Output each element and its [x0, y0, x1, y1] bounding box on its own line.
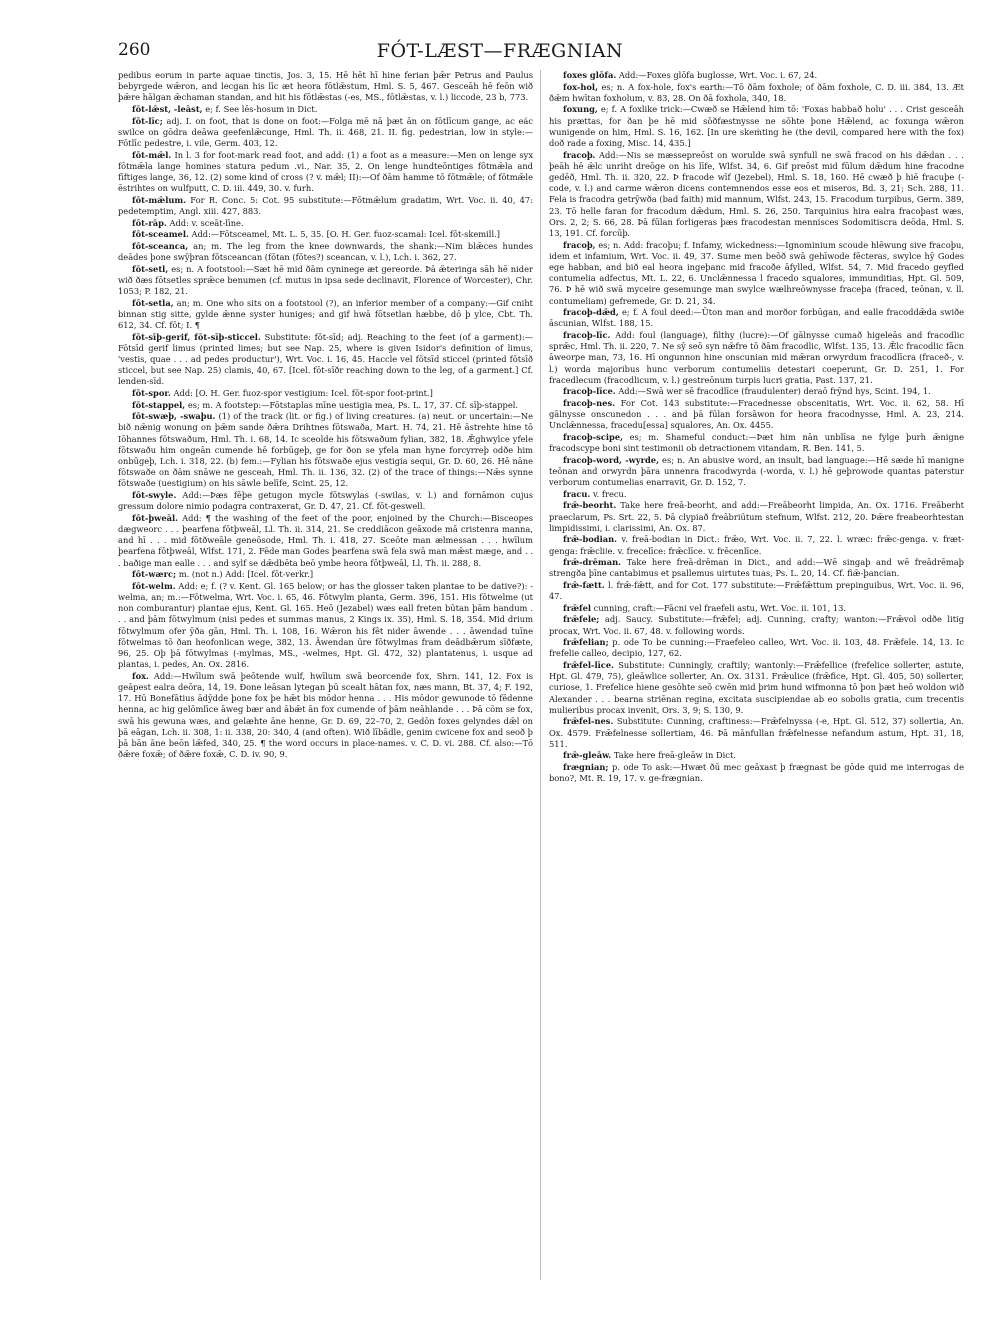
dictionary-entry: [118, 241, 533, 263]
entry-text: For Cot. 143 substitute:—Fracednesse obscenitatis, Wrt. Voc. ii. 62, 58. Hī gālnysse onscunedon . . . and þā fūlan forsāwon for heora fracodnysse, Hml. A. 23, 214. Unclǣnnessa, fracedu[essa] squalores, An. Ox. 4455.: [549, 398, 964, 431]
entry-headword: frǣfel: [563, 602, 592, 613]
dictionary-entry: [549, 762, 964, 784]
entry-headword: foxung,: [563, 104, 598, 115]
dictionary-entry: [118, 104, 533, 115]
dictionary-entry: [549, 455, 964, 489]
dictionary-entry: [118, 671, 533, 761]
dictionary-entry: [549, 150, 964, 240]
entry-headword: fōt-welm.: [132, 580, 176, 591]
entry-text: es; m. A footstep:—Fōtstaplas mīne uestigia mea, Ps. L. 17, 37. Cf. sīþ-stappel.: [187, 399, 519, 410]
dictionary-entry: [118, 229, 533, 240]
entry-text: an; m. The leg from the knee downwards, the shank:—Nim blǣces hundes deādes þone swȳþran fōtsceancan (fōtan (fōtes?) sceancan, v. l.), Lch. i. 362, 27.: [118, 240, 533, 262]
entry-text: p. ode To be cunning:—Fraefeleo calleo, Wrt. Voc. ii. 103, 48. Frǣfele. 14, 13. Ic frefelie calleo, decipio, 127, 62.: [549, 637, 964, 659]
dictionary-entry: [549, 557, 964, 579]
dictionary-entry: [549, 580, 964, 602]
entry-headword: foxes glōfa.: [563, 70, 617, 80]
entry-text: es; n. A footstool:—Sæt hē mid ðām cyninege æt gereorde. Þā ǣteringa sāh hē nider wið ðæs fōtsetles sprǣce benumen (cf. mutus in ipsa sede declinavit, Florence of Worcester), Chr. 1053; P. 182, 21.: [118, 263, 533, 296]
dictionary-entry: [549, 386, 964, 397]
dictionary-entry: [118, 569, 533, 580]
entry-text: es; n. An abusive word, an insult, bad language:—Hē sæde hī manigne teōnan and orwyrdn þāra unnenra fracodwyrda (-worda, v. l.) hē geþrowode quantas paterstur verborum contumelias enarravit, Gr. D. 152, 7.: [549, 454, 964, 488]
entry-text: Add: e; f. (? v. Kent. Gl. 165 below; or has the glosser taken plantae to be dative?): -welma, an; m.:—Fōtwelma, Wrt. Voc. i. 65, 46. Fōtwylm planta, Germ. 396, 151. His fōtwelme (ut non comburantur) plantae ejus, Kent. Gl. 165. Heō (Jezabel) wæs eall freten būtan þām handum . . . and þām fōtwylmum (nisi pedes et summas manus, 2 Kings ix. 35), Hml. S. 18, 354. Mid drium fōtwylmum ofer ȳða gān, Hml. Th. i. 108, 16. Wǣron his fēt nider āwende . . . āwendad tuīne fōtwelmas tō ðan heofonlican wege, 382, 13. Āwendan ūre fōtwylmas fram deādbǣrum sīðfæte, 96, 25. Oþ þā fōtwylmas (-mylmas, MS., -welmes, Hpt. Gl. 472, 32) plantatenus, i. usque ad plantas, i. pedes, An. Ox. 2816.: [118, 580, 533, 670]
entry-headword: frǣfel-līce.: [563, 659, 614, 670]
entry-text: adj. Saucy. Substitute:—frǣfel; adj. Cunning, crafty; wanton:—Frǣvol odðe litig procax, Wrt. Voc. ii. 67, 48. v. following words.: [549, 614, 964, 636]
page-number: 260: [118, 40, 151, 60]
entry-headword: fōt-spor.: [132, 387, 171, 398]
running-title: FÓT-LÆST—FRÆGNIAN: [376, 40, 624, 62]
entry-text: Add:—Swā wer sē fracodlīce (fraudulenter) deraō frȳnd hys, Scint. 194, 1.: [618, 386, 931, 397]
entry-headword: fracoþ-scipe,: [563, 432, 623, 443]
entry-headword: fōt-rāp.: [132, 217, 167, 228]
entry-headword: fracu.: [563, 488, 591, 499]
entry-headword: frǣfel-nes.: [563, 716, 614, 727]
entry-text: v. freā-bodian in Dict.: frǣo, Wrt. Voc. ii. 7, 22. l. wræc: frǣc-genga. v. fræt-genga: frǣcliǀe. v. frecelīce: frǣclīce. v. frēcenlīce.: [549, 534, 964, 556]
dictionary-entry: [118, 411, 533, 489]
dictionary-entry: [118, 218, 533, 229]
entry-text: Add: v. sceāt-līne.: [169, 217, 244, 228]
entry-text: p. ode To ask:—Hwæt ðū mec geāxast þ frægnast be gōde quid me interrogas de bono?, Mt. R. 19, 17. v. ge-frægnian.: [549, 761, 964, 784]
entry-headword: frǣfelian;: [563, 637, 609, 648]
entry-text: Take here freā-beorht, and add:—Freābeorht limpida, An. Ox. 1716. Freāberht praeclarum, Ps. Srt. 22, 5. Þā clypiað freābriūtum stefnum, Wlfst. 212, 20. Þǣre freabeorhtestan limpidissimi, i. clarissimi, An. Ox. 87.: [549, 500, 964, 533]
entry-headword: fōt-sceanca,: [132, 240, 189, 251]
entry-headword: frǣ-bodian.: [563, 534, 618, 545]
left-column: [118, 70, 533, 1280]
column-divider: [540, 70, 541, 1280]
entry-headword: fōt-setla,: [132, 297, 174, 308]
entry-headword: fracoþ,: [563, 239, 596, 250]
entry-headword: fracoþ.: [563, 149, 596, 160]
entry-text: Substitute: fōt-sīd; adj. Reaching to the feet (of a garment):—Fōtsīd gerif limus (printed limes; but see Nap. 25, where is given Isidor's definition of limus, 'vestis, quae . . . ad pedes productur'), Wrt. Voc. i. 16, 45. Haccle vel fōtsīd sticcel (printed fōtsīð sticcel, but see Nap. 25) clamis, 40, 67. [Icel. fōt-sīðr reaching down to the leg, of a garment.] Cf. lenden-sīd.: [118, 331, 533, 387]
dictionary-entry: [118, 581, 533, 671]
dictionary-entry: [549, 398, 964, 432]
dictionary-entry: [118, 513, 533, 569]
entry-text: v. frecu.: [592, 488, 627, 499]
dictionary-entry: [118, 116, 533, 150]
dictionary-entry: [549, 750, 964, 761]
entry-headword: fōt-sīþ-gerif, fōt-sīþ-sticcel.: [132, 331, 261, 342]
entry-text: Add: [O. H. Ger. fuoz-spor vestigium: Icel. fōt-spor foot-print.]: [173, 387, 433, 398]
entry-headword: fōt-stappel,: [132, 399, 186, 410]
dictionary-entry: [549, 307, 964, 329]
dictionary-entry: [118, 298, 533, 332]
dictionary-entry: [549, 70, 964, 81]
entry-headword: fōt-līc;: [132, 115, 163, 126]
entry-text: e; f. See lēs-hosum in Dict.: [205, 104, 318, 114]
dictionary-entry: [118, 264, 533, 298]
entry-text: For R. Conc. 5: Cot. 95 substitute:—Fōtmǣlum gradatim, Wrt. Voc. ii. 40, 47: pedetemptim, Angl. xiii. 427, 883.: [118, 194, 533, 216]
entry-headword: fōt-swyle.: [132, 489, 177, 500]
entry-text: (1) of the track (lit. or fig.) of living creatures. (a) neut. or uncertain:—Ne bið nǣnig wonung on þǣm sande ðǣra Drihtnes fōtswaða, Mart. H. 74, 21. Hē āstrehte hine tō Iōhannes fōtswaðum, Hml. Th. i. 68, 14. Ic sceolde his fōtswaðum fylian, 382, 18. Ǣghwylce yfele fōtswaðu him ongeān cumende hē forbūgeþ, ge for ðon se yfela man hyne forcyrreþ odðe him onbūgeþ, Lch. i. 318, 22. (b) fem.:—Fylian his fōtswaðe ejus vestigia sequi, Gr. D. 60, 26. Hē nāne fōtswaðe on ðām snāwe ne gesceah, Hml. Th. ii. 136, 32. (2) of the trace of things:—Nǣs synne fōtswaðe (uestigium) on his sāwle belīfe, Scint. 25, 12.: [118, 411, 533, 489]
entry-text: Add:—Foxes glōfa buglosse, Wrt. Voc. i. 67, 24.: [618, 70, 818, 80]
dictionary-entry: [549, 534, 964, 556]
entry-headword: fracoþ-līce.: [563, 386, 616, 397]
entry-text: m. (not n.) Add: [Icel. fōt-verkr.]: [178, 569, 314, 580]
entry-text: an; m. One who sits on a footstool (?), an inferior member of a company:—Gif cniht binnan stig sitte, gylde ǣnne syster huniges; and gif hwā fōtsetlan hæbbe, dō þ ylce, Cbt. Th. 612, 34. Cf. fōt; I. ¶: [118, 297, 533, 330]
dictionary-entry: [118, 150, 533, 195]
entry-text: Add: ¶ the washing of the feet of the poor, enjoined by the Church:—Bisceopes dægweorc . . . þearfena fōtþweāl, Ll. Th. ii. 314, 21. Se creddiācon geāxode mā cristenra manna, and hī . . . mid fōtðweāle geneōsode, Hml. Th. i. 418, 27. Sceōte man ælmessan . . . hwīlum þearfena fōtþweāl, Wlfst. 171, 2. Fēde man Godes þearfena swā fela swā man mǣst mæge, and . . . baðige man ealle . . . and sylf se dǣdbēta beō ymbe heora fōtþweāl, Ll. Th. ii. 288, 8.: [118, 512, 533, 568]
entry-text: cunning, craft:—Fācni vel fraefeli astu, Wrt. Voc. ii. 101, 13.: [593, 602, 847, 613]
right-column: [549, 70, 964, 1280]
entry-text: Add:—Nis se mæssepreōst on worulde swā synfull ne swā fracod on his dǣdan . . . þeāh hē ǣlc unriht dreōge on his līfe, Wlfst. 34, 6. Gif preōst mid fūlum dǣdum hine fracodne gedēð, Hml. Th. ii. 320, 22. Þ fracode wīf (Jezebel), Hml. S. 18, 160. Hē cwæð þ hiē fracuþe (-code, v. l.) and carme wǣron dicens contemnendos esse eos et miseros, Bd. 3, 21; Sch. 288, 11. Fela is fracodra getrȳwða (bad faith) mid mannum, Wlfst. 243, 15. Fracodum turpibus, Germ. 389, 23. Tō helle faran for fracodum dǣdum, Hml. S. 26, 250. Tarquinius hira ealra fracoþast wæs, Ors. 2, 2; S. 66, 28. Þā fūlan forligeras þæs fracodestan mennisces Sodomitiscra deōda, Hml. S. 13, 191. Cf. forcūþ.: [549, 149, 964, 239]
entry-headword: fōt-þweāl.: [132, 512, 179, 523]
entry-headword: fōt-lǣst, -leāst,: [132, 104, 203, 114]
entry-headword: frǣ-gleāw.: [563, 750, 612, 761]
entry-text: Add:—Hwīlum swā þeōtende wulf, hwīlum swā beorcende fox, Shrn. 141, 12. Fox is geāpest ealra deōra, 14, 19. Ðone leāsan lytegan þū scealt hātan fox, næs mann, Bt. 37, 4; F. 192, 17. Hū Bonefātius ādȳdde þone fox þe hǣt bis mōdor henna . . . His mōdor gewunode tō fēdenne henna, ac hig gelōmlīce āweg bær and ābǣt ān fox cumende of þām neāhlande . . . Þā cōm se fox, swā his gewuna wæs, and gelæhte āne henne, Gr. D. 69, 22–70, 2. Gedōn foxes gelyndes dǣl on þā eāgan, Lch. ii. 308, 1: ii. 338, 20: 340, 4 (and often). Wið lībādle, genim cwicene fox and seoð þ þā bān āne beōn lǣfed, 340, 25. ¶ the word occurs in place-names. v. C. D. vi. 288. Cf. also:—Tō ðǣre foxǣ; of ðǣre foxǣ, C. D. iv. 90, 9.: [118, 670, 533, 760]
entry-text: Take here freā-gleāw in Dict.: [613, 750, 736, 761]
dictionary-entry: [118, 400, 533, 411]
dictionary-entry: [549, 614, 964, 636]
entry-text: Add:—Þæs fēþe getugon mycle fōtswylas (-swilas, v. l.) and fornāmon cujus gressum dolore nimio podagra contraxerat, Gr. D. 47, 21. Cf. fōt-geswell.: [118, 489, 533, 512]
entry-headword: fox-hol,: [563, 81, 598, 92]
dictionary-entry: [549, 82, 964, 104]
entry-text: Take here freā-drēman in Dict., and add:—Wē singaþ and wē freādrēmaþ strengða þīne cantabimus et psallemus uirtutes tuas, Ps. L. 20, 14. Cf. fiǣ-þancian.: [549, 557, 964, 579]
dictionary-entry: [549, 330, 964, 386]
dictionary-entry: [549, 637, 964, 659]
entry-text: e; f. A foul deed:—Ūton man and morðor forbūgan, and ealle fracoddǣda swiðe āscunian, Wlfst. 188, 15.: [549, 307, 964, 329]
entry-text: Add: foul (language), filthy (lucre):—Of gālnysse cumað higeleās and fracodlic sprǣc, Hml. Th. ii. 220, 7. Ne sȳ seō syn nǣfre tō ðām fracodlic, Wlfst. 135, 13. Ǣlc fracodlic fācn āweorpe man, 73, 16. Hī ongunnon hine onscunian mid mǣran orwyrdum fracodlīcra (fraceð-, v. l.) worda majoribus hunc verborum contumeliis detestari coeperunt, Gr. D. 251, 1. For fracedlecum (fracodlicum, v. l.) gestreōnum turpis lucri gratia, Past. 137, 21.: [549, 330, 964, 385]
dictionary-entry: [549, 500, 964, 534]
entry-text: pedibus eorum in parte aquae tinctis, Jos. 3, 15. Hē hēt hī hine ferian þǣr Petrus and Paulus bebyrgede wǣron, and lecgan his līc æt heora fōtlǣstum, Hml. S. 5, 467. Gesceāh hē feōn wið þǣre hālgan ǣchaman standan, and hit his fōtlǣstas (-es, MS., fōtlǣstas, v. l.) liccode, 23 b, 773.: [118, 70, 533, 103]
dictionary-entry: [118, 490, 533, 512]
entry-text: es; m. Shameful conduct:—Þæt him nān unblīsa ne fylge þurh ǣnigne fracodscype boni sint testimonii ob detractionem vitandam, R. Ben. 141, 5.: [549, 432, 964, 454]
entry-text: es; n. A fox-hole, fox's earth:—Tō ðām foxhole; of ðām foxhole, C. D. iii. 384, 13. Æt ðǣm hwītan foxholum, v. 83, 28. On ðā foxhola, 340, 18.: [549, 81, 964, 103]
entry-text: e; f. A foxlike trick:—Cwæð se Hǣlend him tō: 'Foxas habbað holu' . . . Crist gesceāh his prættas, for ðan þe hē mid sōðfæstnysse ne sōhte þone Hǣlend, ac foxunga wǣron wunigende on him, Hml. S. 16, 162. [In ure skeṁting he (the devil, compared here with the fox) doð rade a foxing, Misc. 14, 435.]: [549, 104, 964, 148]
entry-text: In l. 3 for foot-mark read foot, and add: (1) a foot as a measure:—Men on lenge syx fōtmǣla lange homines statura pedum .vi., Nar. 35, 2. On lenge hundteōntiges fōtmǣla and fīftiges lange, 36, 12. (2) some kind of cross (? v. mǣl; II):—Of ðām hamme tō fōtmǣle; of fōtmǣle ēstrihtes on wulfputt, C. D. iii. 449, 30. v. furh.: [118, 149, 533, 194]
entry-headword: frǣ-drēman.: [563, 557, 622, 568]
dictionary-entry: [549, 104, 964, 149]
entry-text: es; n. Add: fracoþu; f. Infamy, wickedness:—Ignominium scoude hlēwung sive fracoþu, idem et infamium, Wrt. Voc. ii. 49, 37. Sume men beōð swā gehīwode fēcteras, swylce hȳ Godes ege habban, and bið eal heora ingeþanc mid fracoðe āfylled, Wlfst. 54, 7. Mid fracedo geyfled contumelia adfectus, Mt. L. 22, 6. Unclǣnnessa l fracedo squalores, immunditias, Hpt. Gl. 509, 76. Þ hē wið swā myceire gesemunge man swylce wælhreōwnysse fraceþa (fraced, teōnan, v. ll. contumeliam) gefremede, Gr. D. 21, 34.: [549, 239, 964, 306]
dictionary-entry: [549, 240, 964, 307]
entry-headword: fracoþ-dǣd,: [563, 307, 619, 318]
dictionary-entry: [118, 332, 533, 388]
entry-headword: fox.: [132, 670, 149, 681]
dictionary-entry: [549, 489, 964, 500]
entry-text: Add:—Fōtsceamel, Mt. L. 5, 35. [O. H. Ger. fuoz-scamal: Icel. fōt-skemill.]: [191, 229, 500, 240]
entry-headword: fōt-mǣl.: [132, 149, 172, 160]
entry-headword: frægnian;: [563, 761, 609, 772]
entry-headword: fōt-swæþ, -swaþu.: [132, 411, 216, 422]
entry-headword: fōt-setl,: [132, 263, 169, 274]
dictionary-entry: [118, 70, 533, 104]
page-header: [118, 40, 882, 66]
entry-text: adj. I. on foot, that is done on foot:—Folga mē nā þæt ān on fōtlīcum gange, ac eác swilce on gōdra deāwa geefenlǣcunge, Hml. Th. ii. 468, 21. II. fig. pedestrian, low in style:—Fōtlīc pedestre, i. vile, Germ. 403, 12.: [118, 115, 533, 148]
entry-headword: frǣ-beorht.: [563, 500, 617, 511]
entry-text: l. frǣ-fǣtt, and for Cot. 177 substitute:—Frǣfǣttum prepinguibus, Wrt. Voc. ii. 96, 47.: [549, 580, 964, 602]
entry-text: Substitute: Cunning, craftiness:—Frǣfelnyssa (-e, Hpt. Gl. 512, 37) sollertia, An. Ox. 4579. Frǣfelnesse sollertiam, 46. Þā mānfullan frǣfelnesse nefandum astum, Hpt. 31, 18, 511.: [549, 716, 964, 749]
entry-headword: frǣfele;: [563, 614, 600, 625]
entry-headword: fracoþ-līc.: [563, 330, 611, 341]
entry-headword: fōt-wærc;: [132, 569, 177, 580]
entry-headword: fracoþ-nes.: [563, 398, 616, 409]
dictionary-entry: [549, 716, 964, 750]
dictionary-entry: [118, 195, 533, 217]
entry-headword: fōt-mǣlum.: [132, 194, 187, 205]
dictionary-entry: [549, 660, 964, 716]
dictionary-entry: [118, 388, 533, 399]
entry-text: Substitute: Cunningly, craftily; wantonly:—Frǣfellice (frefelice sollerter, astute, Hpt. Gl. 479, 75), gleāwlice sollerter, An. Ox. 3131. Frǣulice (frǣfice, Hpt. Gl. 405, 50) sollerter, curiose, 1. Frefelice hiene gesōhte seō cwēn mid þrim hund wifmonna tō þon þæt heō woldon wið Alexander . . . bearna striēnan regina, excitata suscipiendae ab eo sobolis gratia, cum trecentis mulieribus procax invenit, Ors. 3, 9; S. 130, 9.: [549, 659, 964, 715]
dictionary-entry: [549, 432, 964, 454]
dictionary-entry: [549, 603, 964, 614]
entry-headword: frǣ-fætt.: [563, 580, 605, 590]
entry-headword: fōt-sceamel.: [132, 229, 189, 240]
entry-headword: fracoþ-word, -wyrde,: [563, 454, 659, 465]
